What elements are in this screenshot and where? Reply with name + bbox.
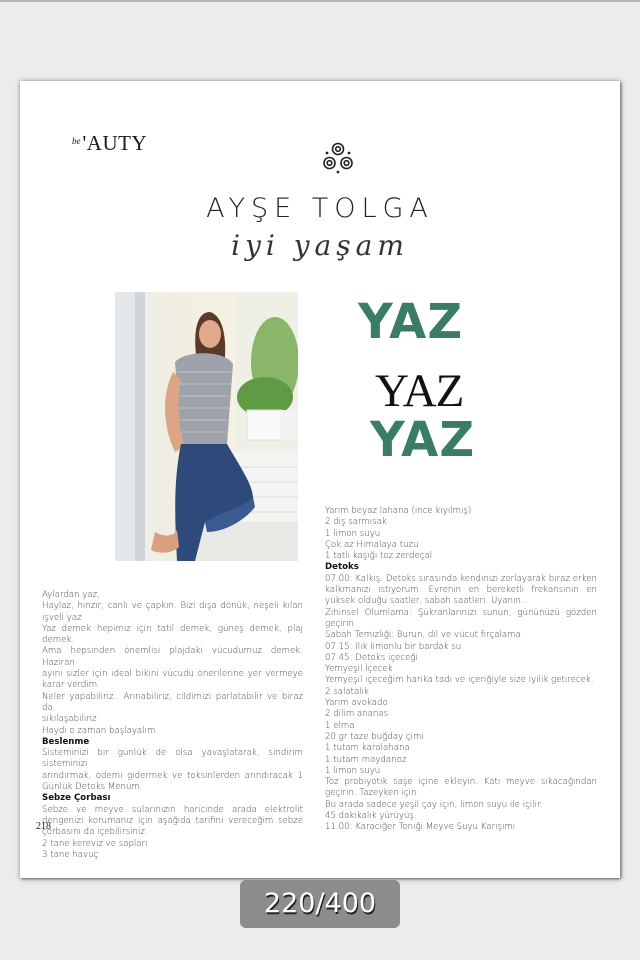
text-line: 1 tutam karalahana — [325, 743, 410, 754]
top-border — [0, 0, 640, 2]
section-heading: Sebze Çorbası — [42, 793, 111, 804]
text-line: ayını sizler için ideal bikini vücudu önerilerine yer vermeye — [42, 669, 303, 680]
text-line: 1 limon suyu — [325, 528, 381, 539]
text-line: Çok az Himalaya tuzu — [325, 539, 419, 550]
headline-yaz-3: YAZ — [370, 412, 476, 468]
text-line: kalkmanızı istiyorum. Evrenin en bereketli frekansının en — [325, 585, 597, 596]
page-counter-badge: 220/400 — [240, 880, 400, 928]
right-column-text — [325, 506, 597, 834]
page-number: 218 — [36, 821, 51, 832]
brand-big: 'AUTY — [82, 131, 148, 155]
text-line: 11.00: Karaciğer Toniği Meyve Suyu Karışımı — [325, 822, 516, 833]
text-line: Yemyeşil İçecek — [325, 664, 393, 675]
text-line: 3 tane havuç — [42, 849, 99, 860]
text-line: 1 elma — [325, 720, 355, 731]
subtitle-script: iyi yaşam — [231, 229, 409, 262]
text-line: karar verdim. — [42, 680, 100, 691]
text-line: geçirin. Tazeyken için. — [325, 788, 420, 799]
text-line: Haydi o zaman başlayalım — [42, 725, 156, 736]
text-line: Yaz demek hepimiz için tatil demek, güneş demek, plaj — [42, 623, 303, 634]
text-line: Yarım beyaz lahana (ince kıyılmış) — [325, 506, 472, 516]
text-line: Zihinsel Olumlama: Şükranlarınızı sunun, gününüzü gözden — [325, 607, 597, 618]
text-line: Neler yapabiliriz.. Arınabiliriz, cildimizi parlatabilir ve biraz da — [42, 691, 303, 713]
text-line: sıkılaşabiliriz — [42, 714, 97, 725]
brand-logo — [72, 131, 147, 156]
magazine-page[interactable] — [20, 81, 620, 878]
headline-yaz-2: YAZ — [375, 365, 464, 417]
triskele-icon — [319, 139, 357, 177]
text-line: Haylaz, hınzır, canlı ve çapkın. Bizi dışa dönük, neşeli kılan — [42, 601, 303, 612]
brand-small: be — [72, 136, 81, 146]
text-line: 07.15: Ilık limonlu bir bardak su — [325, 641, 462, 652]
section-heading: Detoks — [325, 562, 359, 573]
author-name: AYŞE TOLGA — [206, 193, 434, 224]
text-line: Yarım avokado — [325, 698, 388, 709]
text-line: Aylardan yaz, — [42, 590, 100, 600]
woman-portrait-photo-icon — [115, 292, 298, 561]
text-line: Sabah Temizliği: Burun, dil ve vücut fırçalama. — [325, 630, 524, 641]
text-line: 2 salatalık — [325, 686, 369, 697]
text-line: Ama hepsinden önemlisi plajdaki vücudumuz demek. Haziran — [42, 646, 303, 668]
left-column-text — [42, 590, 303, 861]
text-line: Bu arada sadece yeşil çay için, limon suyu ile içilir. — [325, 799, 543, 810]
text-line: 2 diş sarmısak — [325, 517, 387, 528]
text-line: işveli yaz — [42, 612, 82, 623]
text-line: Sebze ve meyve sularınızın haricinde arada elektrolit — [42, 804, 303, 815]
text-line: 45 dakikalık yürüyüş. — [325, 811, 417, 822]
headline-yaz-1: YAZ — [358, 294, 464, 350]
text-line: demek. — [42, 635, 75, 646]
text-line: arındırmak, ödemi gidermek ve toksinlerden arındıracak 1 — [42, 770, 303, 781]
section-heading: Beslenme — [42, 736, 90, 747]
text-line: Sisteminizi bir günlük de olsa yavaşlatarak, sindirim sisteminizi — [42, 748, 303, 770]
text-line: Toz probiyotik saşe içine ekleyin. Katı meyve sıkacağından — [325, 777, 597, 788]
text-line: geçirin. — [325, 618, 357, 629]
text-line: 1 limon suyu — [325, 765, 381, 776]
text-line: 2 dilim ananas — [325, 709, 389, 720]
text-line: Yemyeşil içeceğim harika tadı ve içeriğiyle size iyilik getirecek. — [325, 675, 594, 686]
text-line: Günlük Detoks Menüm. — [42, 782, 143, 793]
text-line: 1 tatlı kaşığı toz zerdeçal — [325, 551, 433, 562]
text-line: yüksek olduğu saatler, sabah saatleri. Uyanın... — [325, 596, 530, 607]
text-line: 2 tane kereviz ve sapları — [42, 838, 148, 849]
text-line: 20 gr taze buğday çimi — [325, 731, 424, 742]
text-line: 07.45: Detoks içeceği — [325, 652, 418, 663]
text-line: çorbasını da içebilirsiniz. — [42, 827, 148, 838]
text-line: 07.00: Kalkış. Detoks sırasında kendinizi zorlayarak biraz erken — [325, 573, 597, 584]
text-line: dengenizi korumanız için aşağıda tarifini vereceğim sebze — [42, 815, 303, 826]
text-line: 1 tutam maydanoz — [325, 754, 407, 765]
article-photo — [115, 292, 298, 561]
